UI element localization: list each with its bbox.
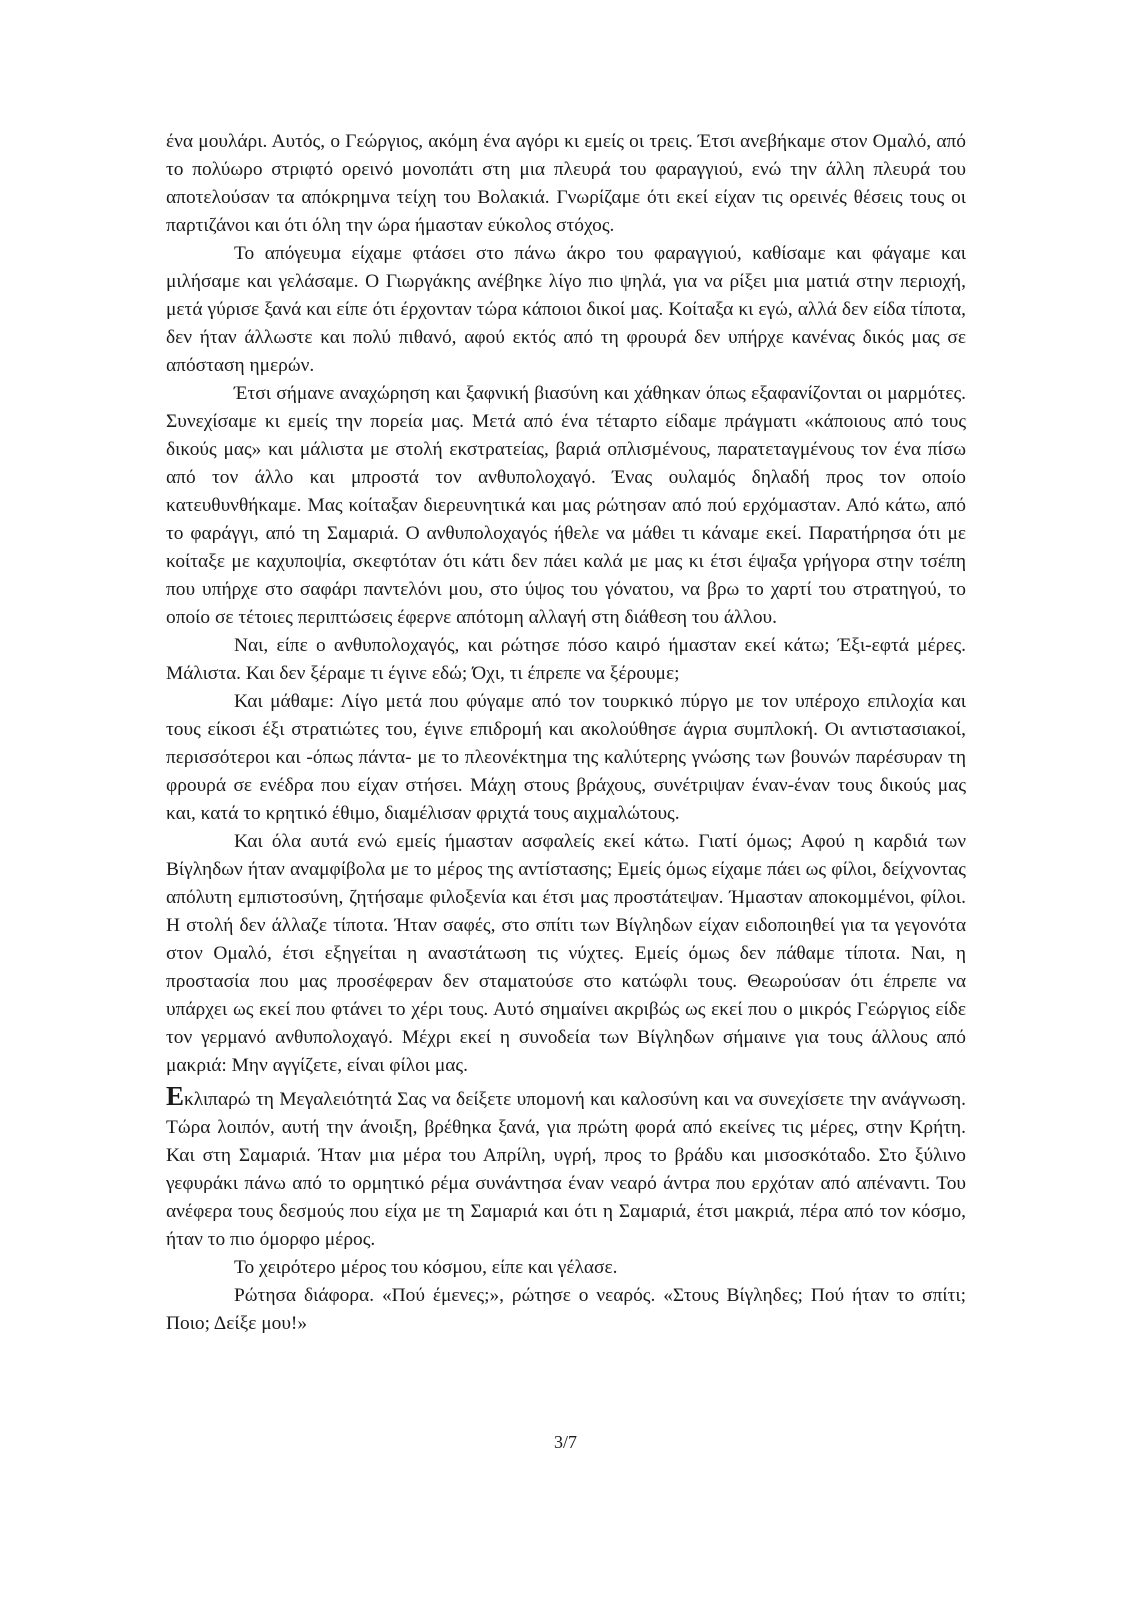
drop-cap: Ε [166,1081,185,1111]
paragraph-7 [166,1081,966,1254]
paragraph-4: Ναι, είπε ο ανθυπολοχαγός, και ρώτησε πόσο καιρό ήμασταν εκεί κάτω; Έξι-εφτά μέρες. Μάλιστα. Και δεν ξέραμε τι έγινε εδώ; Όχι, τι έπρεπε να ξέρουμε; [166,635,966,684]
paragraph-6: Και όλα αυτά ενώ εμείς ήμασταν ασφαλείς εκεί κάτω. Γιατί όμως; Αφού η καρδιά των Βίγληδων ήταν αναμφίβολα με το μέρος της αντίστασης; Εμείς όμως είχαμε πάει ως φίλοι, δείχνοντας απόλυτη εμπιστοσύνη, ζητήσαμε φιλοξενία και έτσι μας προστάτεψαν. Ήμασταν αποκομμένοι, φίλοι. Η στολή δεν άλλαζε τίποτα. Ήταν σαφές, στο σπίτι των Βίγληδων είχαν ειδοποιηθεί για τα γεγονότα στον Ομαλό, έτσι εξηγείται η αναστάτωση τις νύχτες. Εμείς όμως δεν πάθαμε τίποτα. Ναι, η προστασία που μας προσέφεραν δεν σταματούσε στο κατώφλι τους. Θεωρούσαν ότι έπρεπε να υπάρχει ως εκεί που φτάνει το χέρι τους. Αυτό σημαίνει ακριβώς ως εκεί που ο μικρός Γεώργιος είδε τον γερμανό ανθυπολοχαγό. Μέχρι εκεί η συνοδεία των Βίγληδων σήμαινε για τους άλλους από μακριά: Μην αγγίζετε, είναι φίλοι μας. [166,831,966,1076]
body-text [166,128,966,1338]
paragraph-3: Έτσι σήμανε αναχώρηση και ξαφνική βιασύνη και χάθηκαν όπως εξαφανίζονται οι μαρμότες. Συνεχίσαμε κι εμείς την πορεία μας. Μετά από ένα τέταρτο είδαμε πράγματι «κάποιους από τους δικούς μας» και μάλιστα με στολή εκστρατείας, βαριά οπλισμένους, παρατεταγμένους τον ένα πίσω από τον άλλο και μπροστά τον ανθυπολοχαγό. Ένας ουλαμός δηλαδή προς τον οποίο κατευθυνθήκαμε. Μας κοίταξαν διερευνητικά και μας ρώτησαν από πού ερχόμασταν. Από κάτω, από το φαράγγι, από τη Σαμαριά. Ο ανθυπολοχαγός ήθελε να μάθει τι κάναμε εκεί. Παρατήρησα ότι με κοίταξε με καχυποψία, σκεφτόταν ότι κάτι δεν πάει καλά με μας κι έτσι έψαξα γρήγορα στην τσέπη που υπήρχε στο σαφάρι παντελόνι μου, στο ύψος του γόνατου, να βρω το χαρτί του στρατηγού, το οποίο σε τέτοιες περιπτώσεις έφερνε απότομη αλλαγή στη διάθεση του άλλου. [166,383,966,628]
page-number: 3/7 [553,1432,577,1452]
paragraph-2: Το απόγευμα είχαμε φτάσει στο πάνω άκρο του φαραγγιού, καθίσαμε και φάγαμε και μιλήσαμε και γελάσαμε. Ο Γιωργάκης ανέβηκε λίγο πιο ψηλά, για να ρίξει μια ματιά στην περιοχή, μετά γύρισε ξανά και είπε ότι έρχονταν τώρα κάποιοι δικοί μας. Κοίταξα κι εγώ, αλλά δεν είδα τίποτα, δεν ήταν άλλωστε και πολύ πιθανό, αφού εκτός από τη φρουρά δεν υπήρχε κανένας δικός μας σε απόσταση ημερών. [166,243,966,376]
paragraph-1: ένα μουλάρι. Αυτός, ο Γεώργιος, ακόμη ένα αγόρι κι εμείς οι τρεις. Έτσι ανεβήκαμε στον Ομαλό, από το πολύωρο στριφτό ορεινό μονοπάτι στη μια πλευρά του φαραγγιού, ενώ την άλλη πλευρά του αποτελούσαν τα απόκρημνα τείχη του Βολακιά. Γνωρίζαμε ότι εκεί είχαν τις ορεινές θέσεις τους οι παρτιζάνοι και ότι όλη την ώρα ήμασταν εύκολος στόχος. [166,131,966,236]
paragraph-7-text: κλιπαρώ τη Μεγαλειότητά Σας να δείξετε υπομονή και καλοσύνη και να συνεχίσετε την ανάγνωση. Τώρα λοιπόν, αυτή την άνοιξη, βρέθηκα ξανά, για πρώτη φορά από εκείνες τις μέρες, στην Κρήτη. Και στη Σαμαριά. Ήταν μια μέρα του Απρίλη, υγρή, προς το βράδυ και μισοσκόταδο. Στο ξύλινο γεφυράκι πάνω από το ορμητικό ρέμα συνάντησα έναν νεαρό άντρα που ερχόταν από απέναντι. Του ανέφερα τους δεσμούς που είχα με τη Σαμαριά και ότι η Σαμαριά, έτσι μακριά, πέρα από τον κόσμο, ήταν το πιο όμορφο μέρος. [166,1089,966,1250]
paragraph-8: Το χειρότερο μέρος του κόσμου, είπε και γέλασε. [234,1257,618,1278]
paragraph-5: Και μάθαμε: Λίγο μετά που φύγαμε από τον τουρκικό πύργο με τον υπέροχο επιλοχία και τους είκοσι έξι στρατιώτες του, έγινε επιδρομή και ακολούθησε άγρια συμπλοκή. Οι αντιστασιακοί, περισσότεροι και -όπως πάντα- με το πλεονέκτημα της καλύτερης γνώσης των βουνών παρέσυραν τη φρουρά σε ενέδρα που είχαν στήσει. Μάχη στους βράχους, συνέτριψαν έναν-έναν τους δικούς μας και, κατά το κρητικό έθιμο, διαμέλισαν φριχτά τους αιχμαλώτους. [166,691,966,824]
paragraph-9: Ρώτησα διάφορα. «Πού έμενες;», ρώτησε ο νεαρός. «Στους Βίγληδες; Πού ήταν το σπίτι; Ποιο; Δείξε μου!» [166,1285,966,1334]
